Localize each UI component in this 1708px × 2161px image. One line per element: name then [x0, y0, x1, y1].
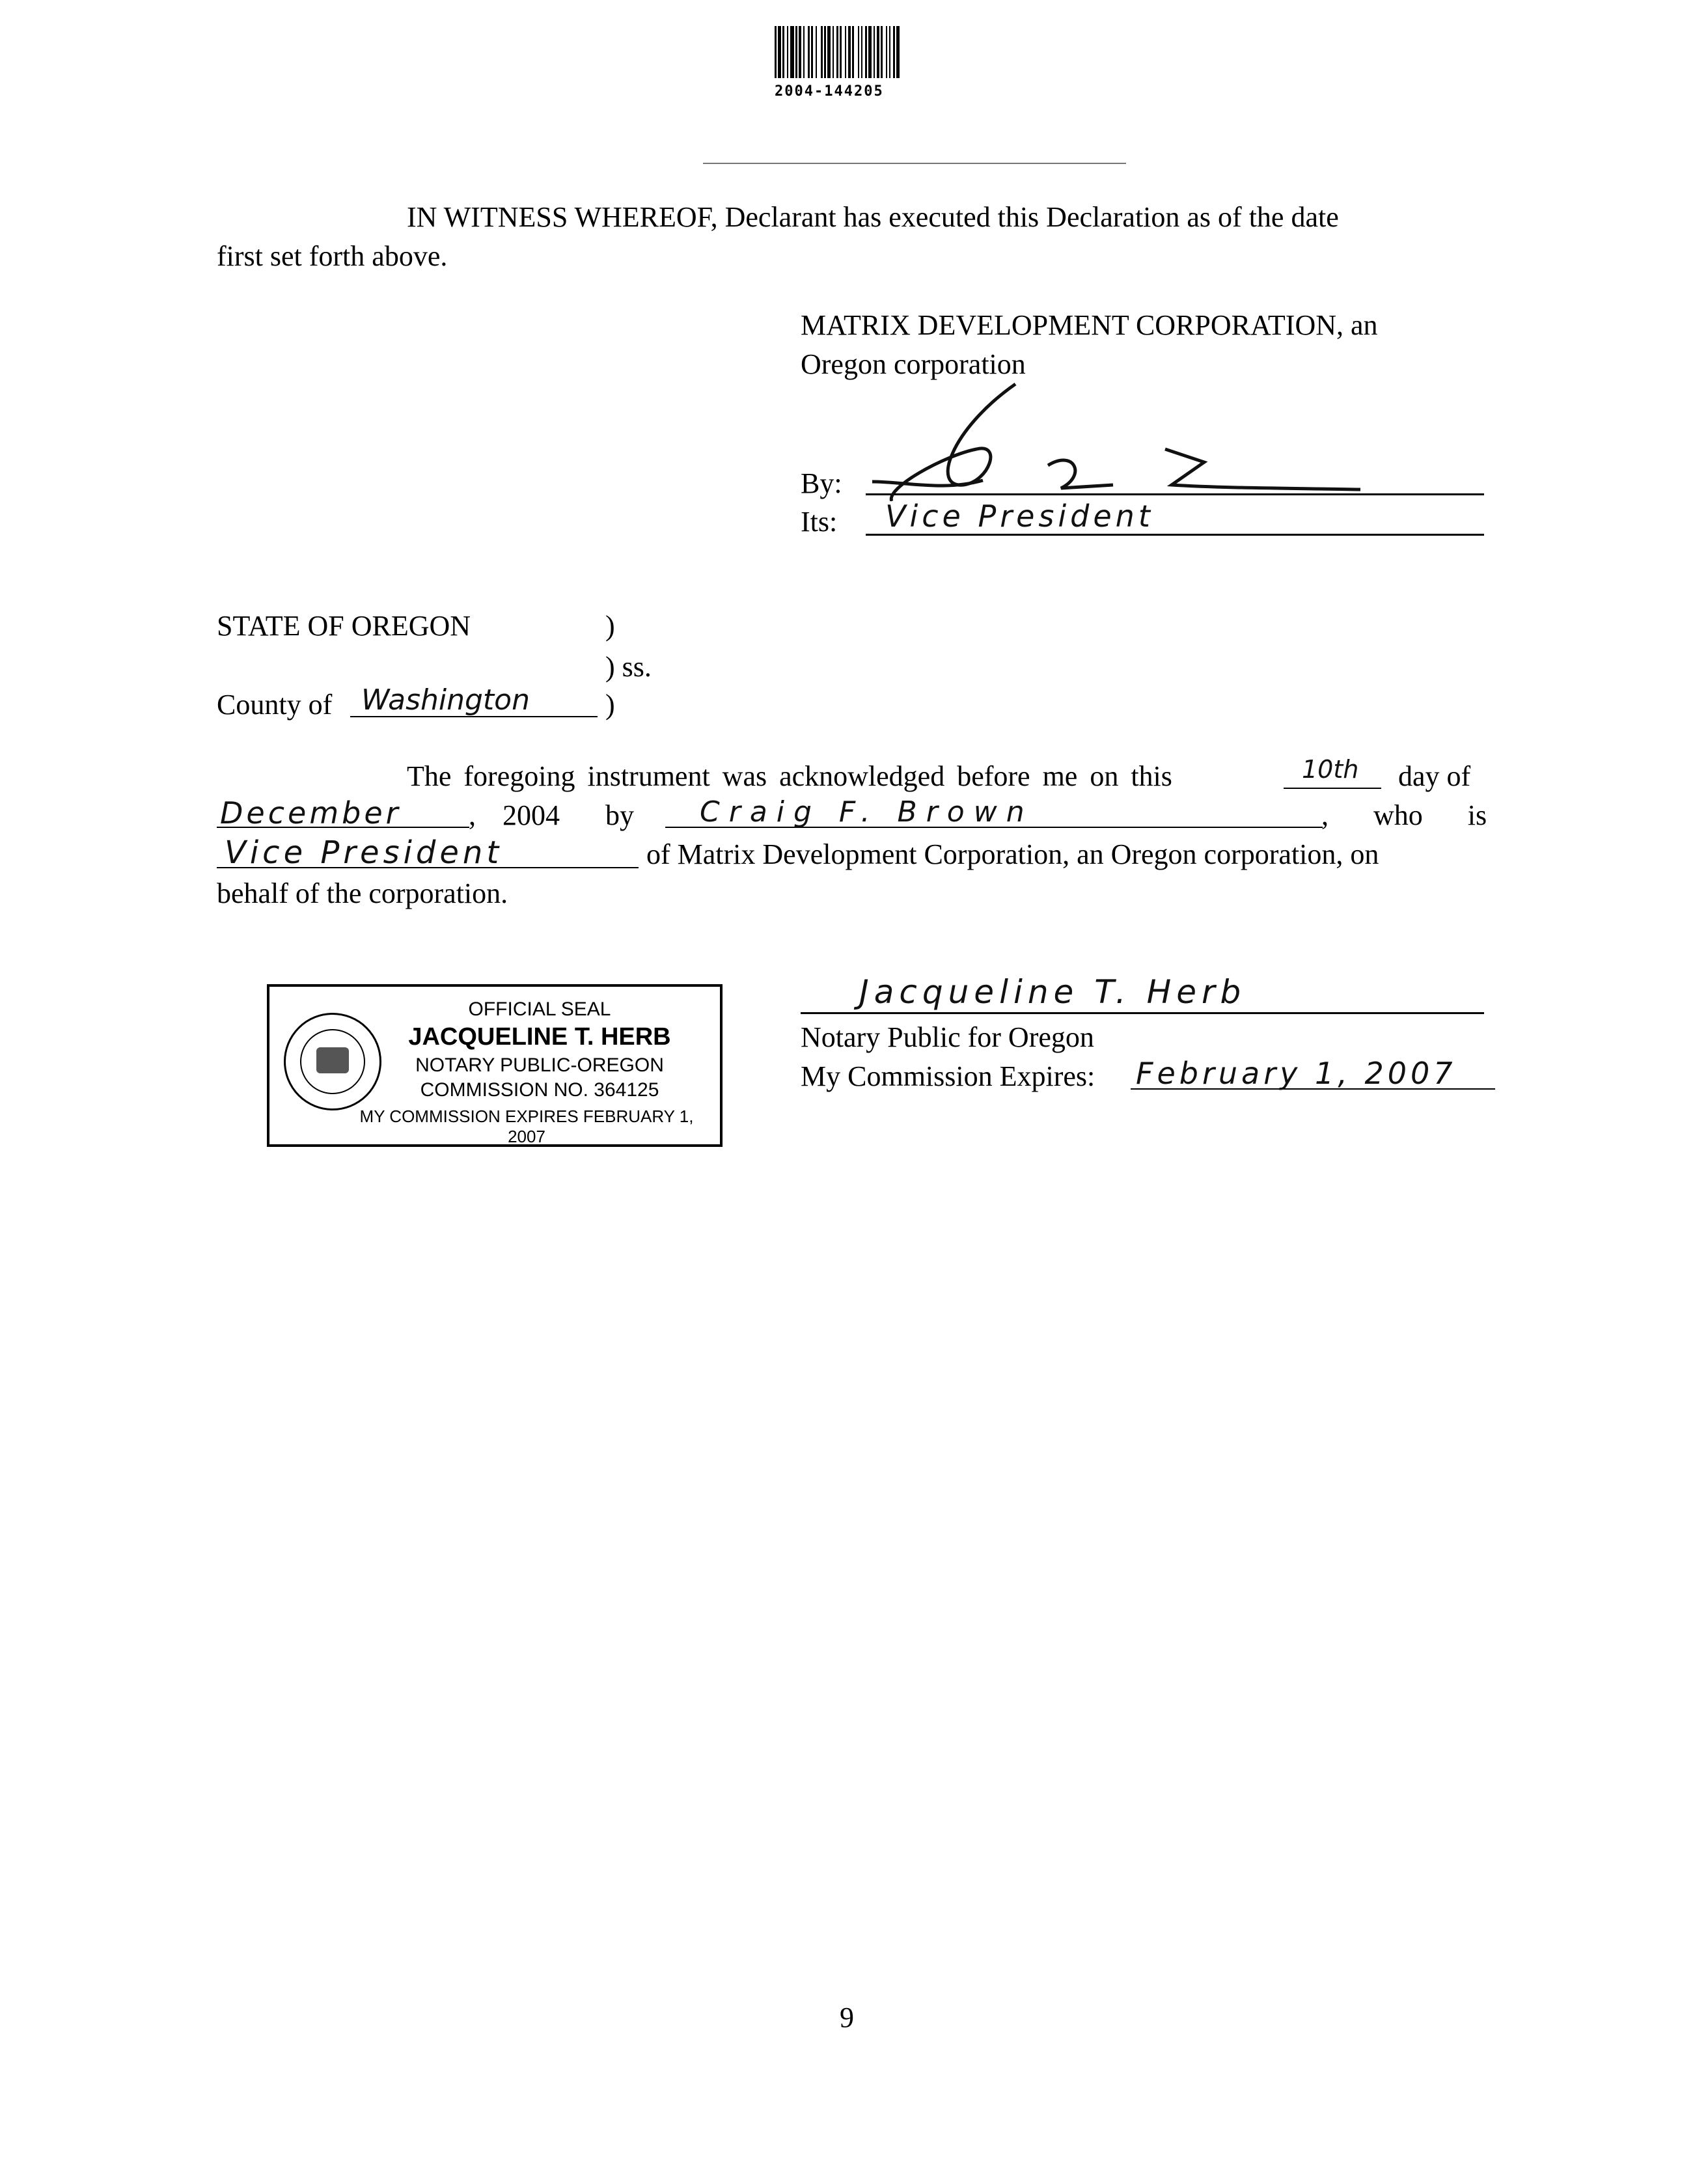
its-label: Its: — [801, 506, 838, 538]
witness-line-2: first set forth above. — [217, 240, 448, 272]
state-label: STATE OF OREGON — [217, 610, 471, 642]
notary-signature: Jacqueline T. Herb — [859, 973, 1247, 1011]
who-is-text: , who is — [1321, 799, 1487, 831]
venue-paren-1: ) — [605, 610, 615, 642]
person-value: Craig F. Brown — [700, 795, 1034, 829]
seal-name: JACQUELINE T. HERB — [408, 1023, 671, 1051]
declarant-name-line-2: Oregon corporation — [801, 348, 1026, 380]
ack-line-4-text: behalf of the corporation. — [217, 877, 508, 909]
year-text: , 2004 — [469, 799, 560, 831]
witness-line-1: IN WITNESS WHEREOF, Declarant has executed this Declaration as of the date — [407, 201, 1339, 233]
officer-signature — [866, 371, 1452, 501]
month-value: December — [220, 795, 402, 831]
ack-line-1-text: The foregoing instrument was acknowledged before me on this — [407, 760, 1172, 792]
barcode-number: 2004-144205 — [775, 83, 884, 100]
its-line — [866, 534, 1484, 536]
ack-line-1-end: day of — [1398, 760, 1471, 792]
title-value: Vice President — [225, 834, 503, 871]
by-text: by — [605, 799, 634, 831]
commission-expires-label: My Commission Expires: — [801, 1060, 1095, 1092]
notary-seal-stamp — [267, 984, 723, 1147]
declarant-name-line-1: MATRIX DEVELOPMENT CORPORATION, an — [801, 309, 1378, 341]
day-line — [1284, 788, 1381, 789]
notary-signature-line — [801, 1012, 1484, 1014]
barcode-bar — [900, 26, 902, 78]
venue-ss: ) ss. — [605, 651, 652, 683]
commission-expires-value: February 1, 2007 — [1136, 1056, 1457, 1091]
ack-line-3-text: of Matrix Development Corporation, an Oregon corporation, on — [646, 838, 1379, 870]
by-label: By: — [801, 467, 842, 499]
notary-label: Notary Public for Oregon — [801, 1021, 1094, 1053]
seal-commission-number: COMMISSION NO. 364125 — [420, 1079, 659, 1101]
county-label: County of — [217, 689, 333, 721]
header-underline — [703, 163, 1126, 164]
day-value: 10th — [1302, 755, 1359, 784]
page-number: 9 — [840, 2002, 854, 2033]
barcode — [775, 26, 1068, 78]
seal-expiration: MY COMMISSION EXPIRES FEBRUARY 1, 2007 — [359, 1107, 694, 1146]
venue-paren-3: ) — [605, 689, 615, 721]
seal-title: OFFICIAL SEAL — [468, 998, 611, 1020]
county-value: Washington — [361, 683, 530, 717]
its-value: Vice President — [885, 499, 1154, 534]
seal-notary-line: NOTARY PUBLIC-OREGON — [415, 1054, 664, 1076]
